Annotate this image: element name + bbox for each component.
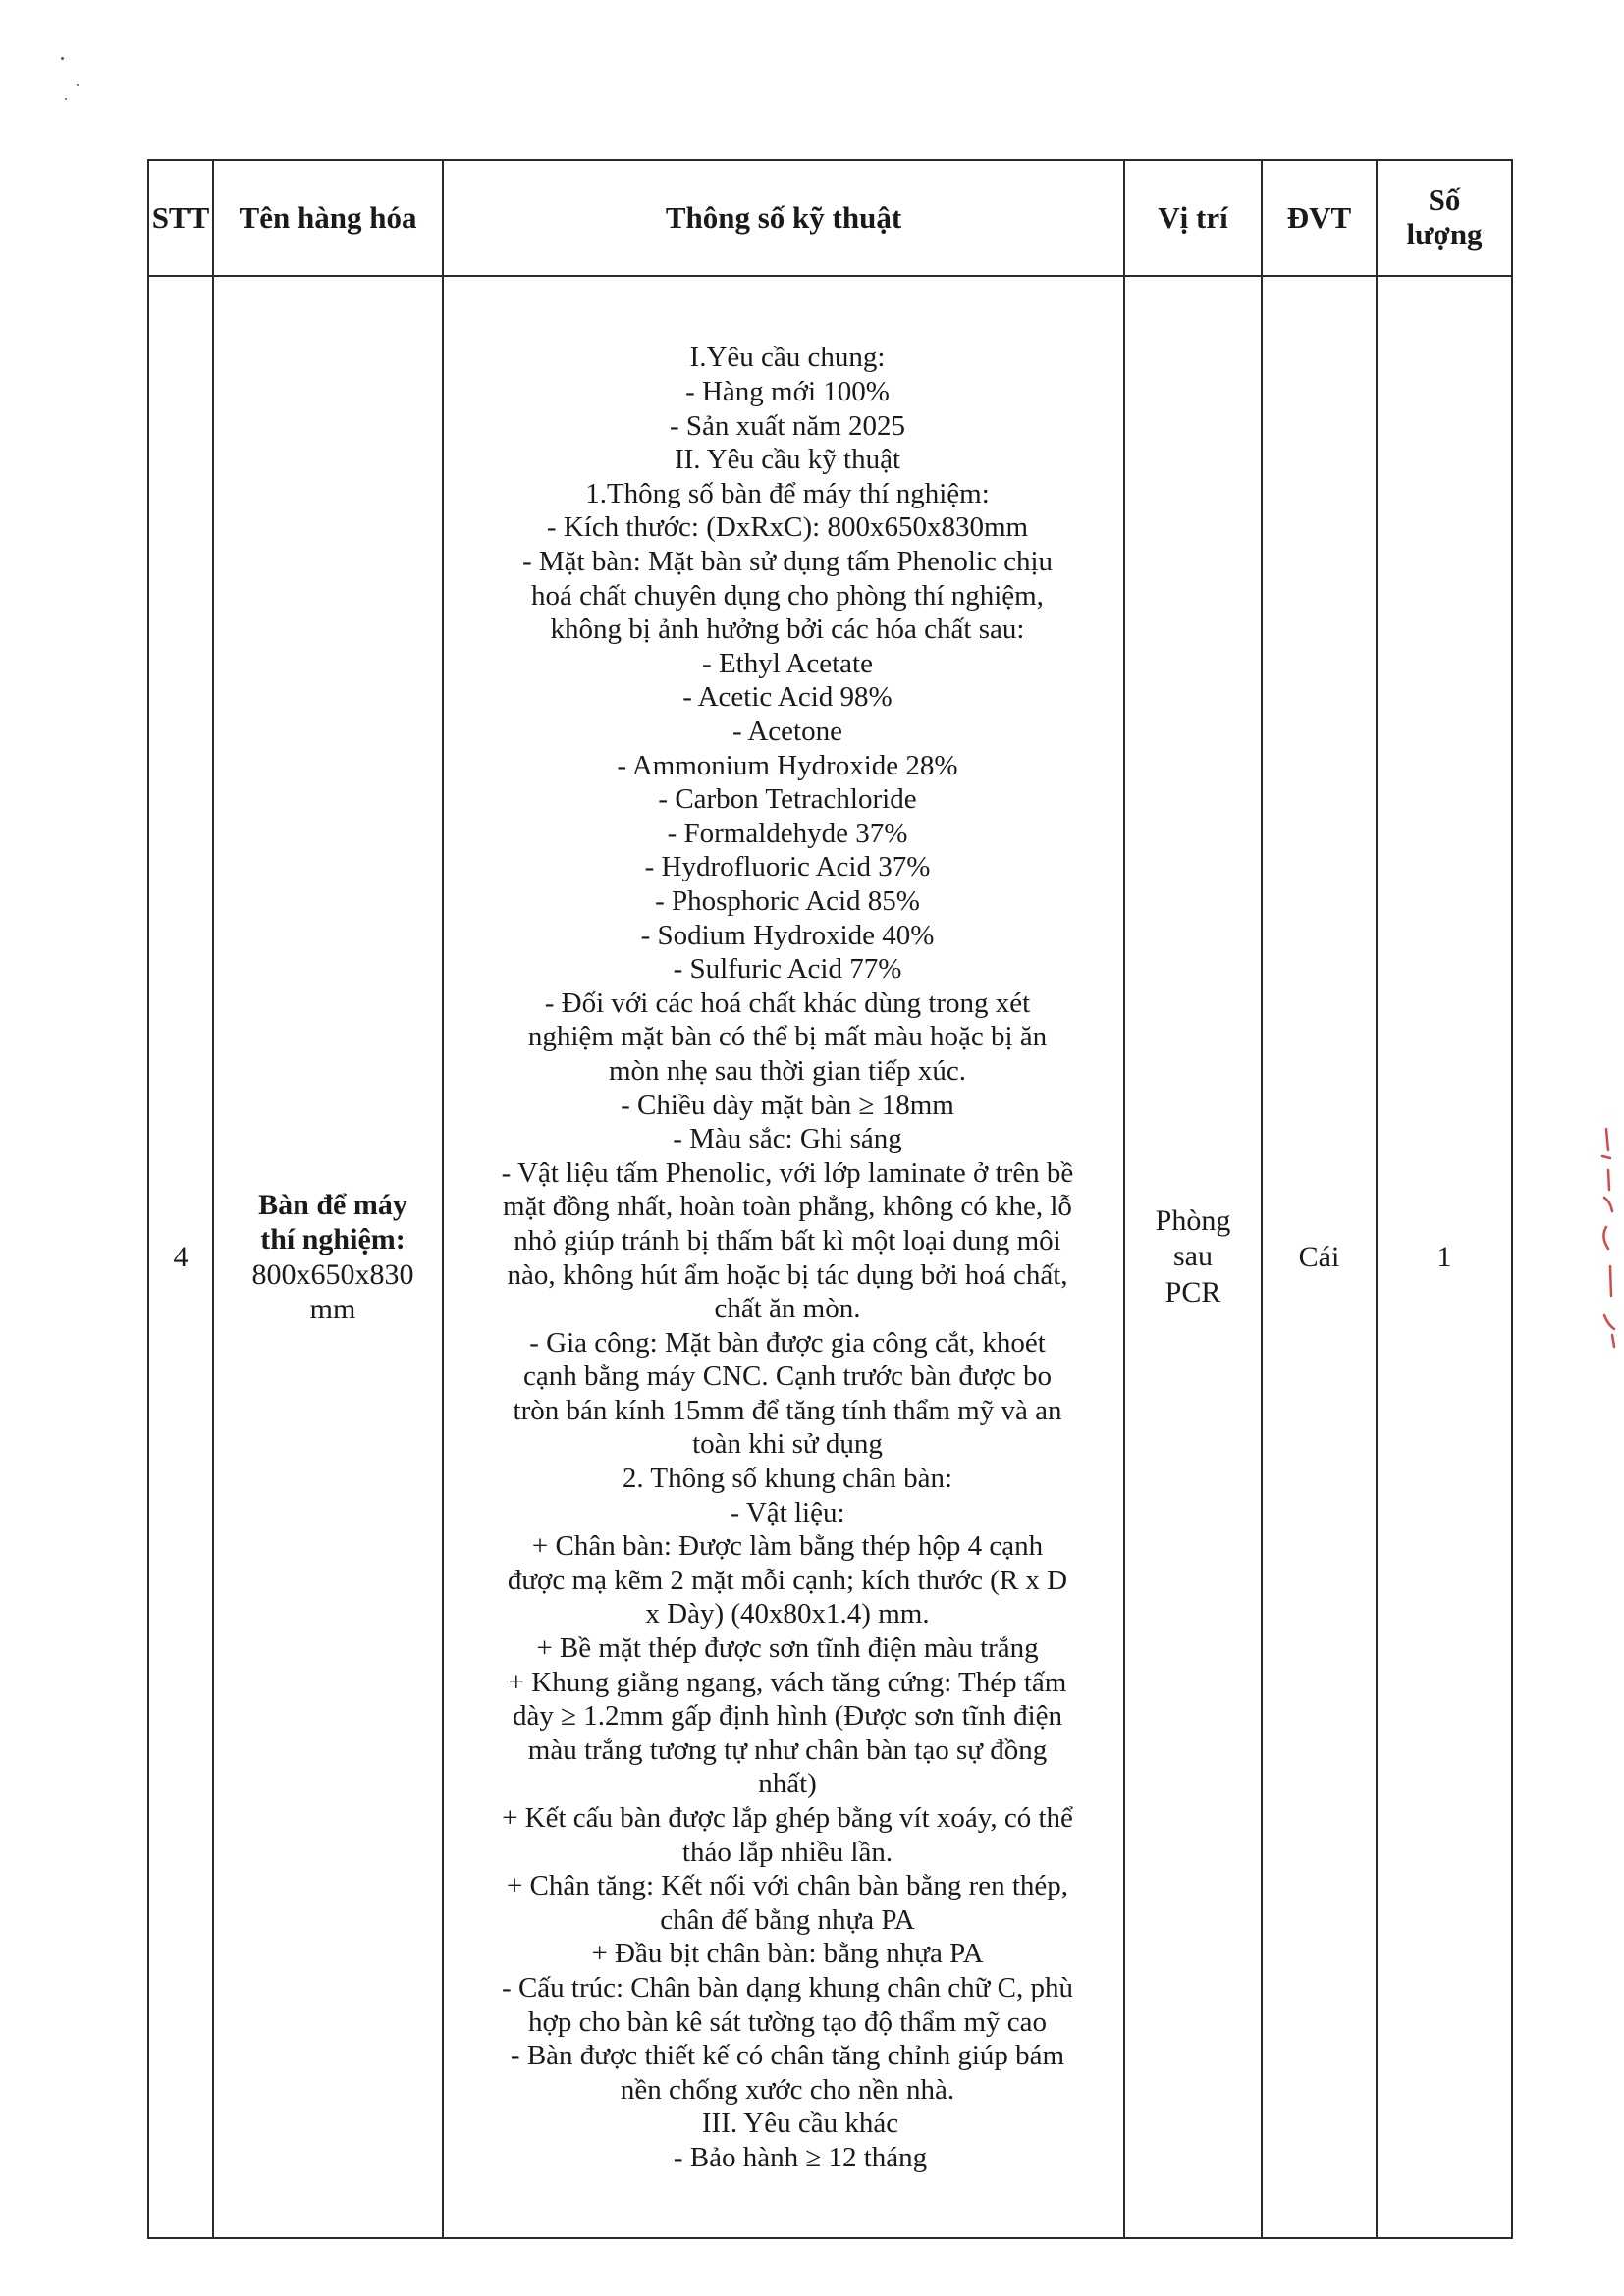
header-unit: ĐVT	[1262, 160, 1377, 276]
spec-line: - Acetic Acid 98%	[682, 681, 893, 714]
location-line1: Phòng	[1155, 1203, 1231, 1237]
spec-line: - Kích thước: (DxRxC): 800x650x830mm	[546, 511, 1029, 544]
spec-line: + Chân tăng: Kết nối với chân bàn bằng ren thép,	[506, 1870, 1069, 1902]
spec-line: - Vật liệu:	[730, 1496, 845, 1528]
spec-line: nền chống xước cho nền nhà.	[620, 2073, 955, 2106]
scan-speck	[77, 84, 79, 86]
spec-line: - Mặt bàn: Mặt bàn sử dụng tấm Phenolic chịu	[521, 546, 1054, 578]
spec-line: nghiệm mặt bàn có thể bị mất màu hoặc bị ăn	[527, 1021, 1048, 1053]
name-line4: mm	[309, 1292, 356, 1325]
location-line3: PCR	[1164, 1275, 1221, 1308]
spec-line: tháo lắp nhiều lần.	[681, 1836, 893, 1868]
header-stt: STT	[148, 160, 213, 276]
cell-location	[1124, 276, 1262, 2238]
spec-line: 2. Thông số khung chân bàn:	[622, 1463, 953, 1495]
spec-line: chân đế bằng nhựa PA	[660, 1903, 915, 1936]
spec-line: - Ammonium Hydroxide 28%	[617, 749, 958, 781]
scan-speck	[65, 98, 67, 100]
spec-line: - Cấu trúc: Chân bàn dạng khung chân chữ C, phù	[502, 1971, 1073, 2003]
spec-line: I.Yêu cầu chung:	[689, 342, 886, 374]
table-row	[148, 276, 1512, 2238]
spec-line: III. Yêu cầu khác	[701, 2108, 899, 2140]
spec-line: - Sản xuất năm 2025	[669, 409, 905, 442]
spec-line: + Chân bàn: Được làm bằng thép hộp 4 cạnh	[531, 1530, 1044, 1563]
spec-line: toàn khi sử dụng	[692, 1428, 883, 1461]
spec-line: cạnh bằng máy CNC. Cạnh trước bàn được bo	[522, 1361, 1053, 1393]
spec-line: tròn bán kính 15mm để tăng tính thẩm mỹ và an	[513, 1394, 1062, 1426]
spec-line: - Màu sắc: Ghi sáng	[673, 1123, 902, 1155]
header-quantity	[1377, 160, 1512, 276]
spec-line: - Vật liệu tấm Phenolic, với lớp laminate ở trên bề	[501, 1156, 1074, 1189]
spec-line: hợp cho bàn kê sát tường tạo độ thẩm mỹ cao	[528, 2005, 1047, 2038]
spec-line: - Gia công: Mặt bàn được gia công cắt, khoét	[529, 1326, 1046, 1359]
spec-line: - Carbon Tetrachloride	[658, 783, 917, 816]
spec-line: - Bàn được thiết kế có chân tăng chỉnh giúp bám	[510, 2040, 1065, 2072]
spec-line: màu trắng tương tự như chân bàn tạo sự đồng	[527, 1734, 1048, 1766]
spec-line: hoá chất chuyên dụng cho phòng thí nghiệm,	[531, 579, 1044, 612]
red-stamp-edge-marks	[1585, 1099, 1624, 1355]
cell-name	[213, 276, 443, 2238]
spec-line: - Phosphoric Acid 85%	[655, 884, 920, 917]
spec-line: - Acetone	[732, 716, 842, 747]
spec-line: được mạ kẽm 2 mặt mỗi cạnh; kích thước (R x D	[507, 1564, 1068, 1596]
header-quantity-line1: Số	[1428, 183, 1461, 218]
cell-stt: 4	[148, 276, 213, 2238]
spec-line: dày ≥ 1.2mm gấp định hình (Được sơn tĩnh điện	[512, 1700, 1063, 1733]
name-bold-line1: Bàn để máy	[258, 1188, 407, 1221]
spec-line: - Hàng mới 100%	[685, 376, 890, 408]
cell-spec	[443, 276, 1124, 2238]
header-spec: Thông số kỹ thuật	[443, 160, 1124, 276]
spec-line: mòn nhẹ sau thời gian tiếp xúc.	[608, 1054, 967, 1087]
cell-quantity: 1	[1377, 276, 1512, 2238]
location-line2: sau	[1173, 1240, 1213, 1273]
scan-speck	[61, 57, 64, 60]
spec-line: + Bề mặt thép được sơn tĩnh điện màu trắng	[536, 1632, 1039, 1665]
spec-line: - Formaldehyde 37%	[667, 817, 908, 849]
spec-line: nhất)	[758, 1768, 817, 1800]
spec-line: + Đầu bịt chân bàn: bằng nhựa PA	[591, 1938, 984, 1970]
spec-line: - Đối với các hoá chất khác dùng trong xét	[544, 987, 1031, 1019]
spec-line: chất ăn mòn.	[714, 1293, 861, 1325]
spec-line: - Sulfuric Acid 77%	[673, 953, 902, 986]
spec-line: - Bảo hành ≥ 12 tháng	[673, 2141, 928, 2173]
spec-line: không bị ảnh hưởng bởi các hóa chất sau:	[550, 614, 1025, 646]
cell-unit: Cái	[1262, 276, 1377, 2238]
spec-line: - Sodium Hydroxide 40%	[640, 919, 935, 951]
spec-line: + Khung giằng ngang, vách tăng cứng: Thép tấm	[508, 1666, 1067, 1698]
spec-line: - Chiều dày mặt bàn ≥ 18mm	[621, 1089, 954, 1121]
spec-line: - Hydrofluoric Acid 37%	[644, 851, 931, 883]
header-location: Vị trí	[1124, 160, 1262, 276]
spec-line: II. Yêu cầu kỹ thuật	[674, 444, 901, 476]
spec-table	[147, 159, 1513, 2239]
spec-lines	[460, 341, 1115, 2174]
spec-line: x Dày) (40x80x1.4) mm.	[645, 1598, 930, 1630]
header-quantity-line2: lượng	[1406, 217, 1483, 251]
header-name: Tên hàng hóa	[213, 160, 443, 276]
spec-line: + Kết cấu bàn được lắp ghép bằng vít xoáy, có thể	[502, 1802, 1073, 1834]
spec-line: 1.Thông số bàn để máy thí nghiệm:	[585, 477, 990, 509]
spec-line: mặt đồng nhất, hoàn toàn phẳng, không có khe, lỗ	[503, 1191, 1072, 1223]
name-bold-line2: thí nghiệm:	[260, 1223, 406, 1256]
spec-line: nào, không hút ẩm hoặc bị tác dụng bởi hoá chất,	[507, 1258, 1068, 1291]
name-line3: 800x650x830	[251, 1257, 414, 1291]
spec-line: - Ethyl Acetate	[702, 647, 873, 679]
spec-line: nhỏ giúp tránh bị thấm bất kì một loại dung môi	[514, 1224, 1061, 1256]
header-row	[148, 160, 1512, 276]
